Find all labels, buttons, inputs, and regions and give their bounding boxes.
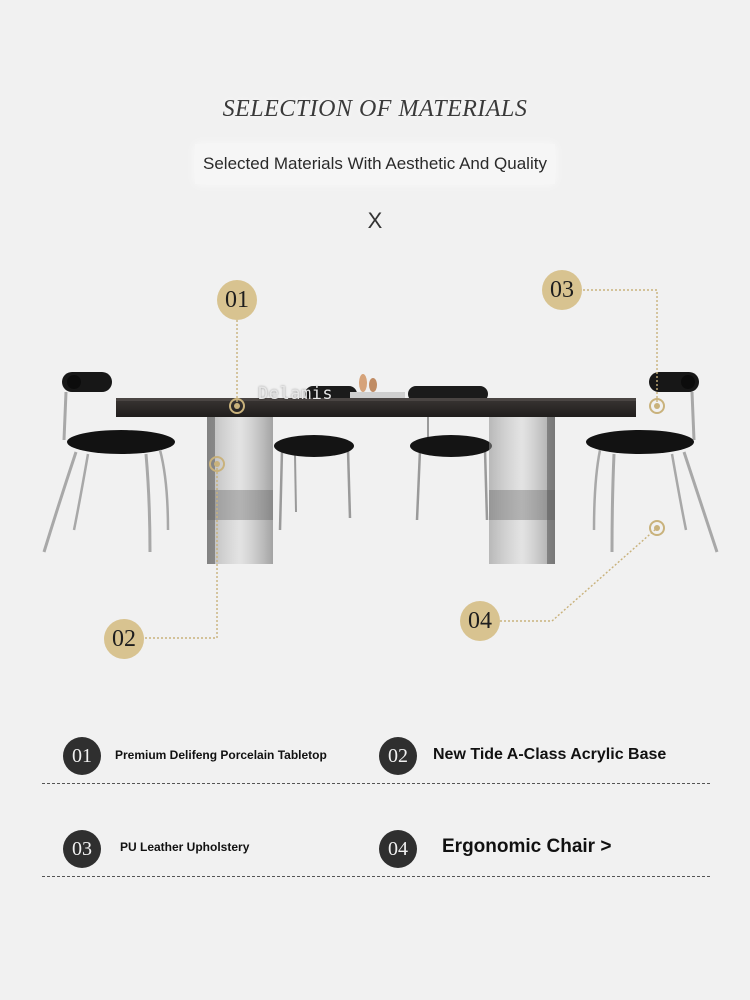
acrylic-base-right	[489, 417, 555, 564]
feature-divider-2	[42, 876, 710, 877]
feature-row-1	[42, 736, 710, 788]
callout-badge-01: 01	[217, 280, 257, 320]
page-title: SELECTION OF MATERIALS	[222, 96, 528, 122]
feature-label-upholstery: PU Leather Upholstery	[120, 840, 250, 854]
feature-number-01: 01	[63, 737, 101, 775]
feature-label-tabletop: Premium Delifeng Porcelain Tabletop	[115, 748, 327, 762]
brand-watermark: Delamis	[258, 384, 334, 404]
table-decor	[350, 374, 405, 398]
divider-mark: X	[367, 208, 383, 233]
feature-divider-1	[42, 783, 710, 784]
feature-label-acrylic-base: New Tide A-Class Acrylic Base	[433, 746, 667, 763]
feature-row-2	[42, 828, 710, 880]
tabletop	[116, 398, 636, 417]
callout-badge-04: 04	[460, 601, 500, 641]
callout-badge-03: 03	[542, 270, 582, 310]
feature-label-ergonomic-chair[interactable]: Ergonomic Chair >	[442, 836, 612, 857]
feature-number-04: 04	[379, 830, 417, 868]
feature-number-03: 03	[63, 830, 101, 868]
callout-target-04	[650, 521, 664, 535]
callout-badge-02: 02	[104, 619, 144, 659]
feature-number-02: 02	[379, 737, 417, 775]
page-subtitle: Selected Materials With Aesthetic And Quality	[195, 144, 555, 184]
